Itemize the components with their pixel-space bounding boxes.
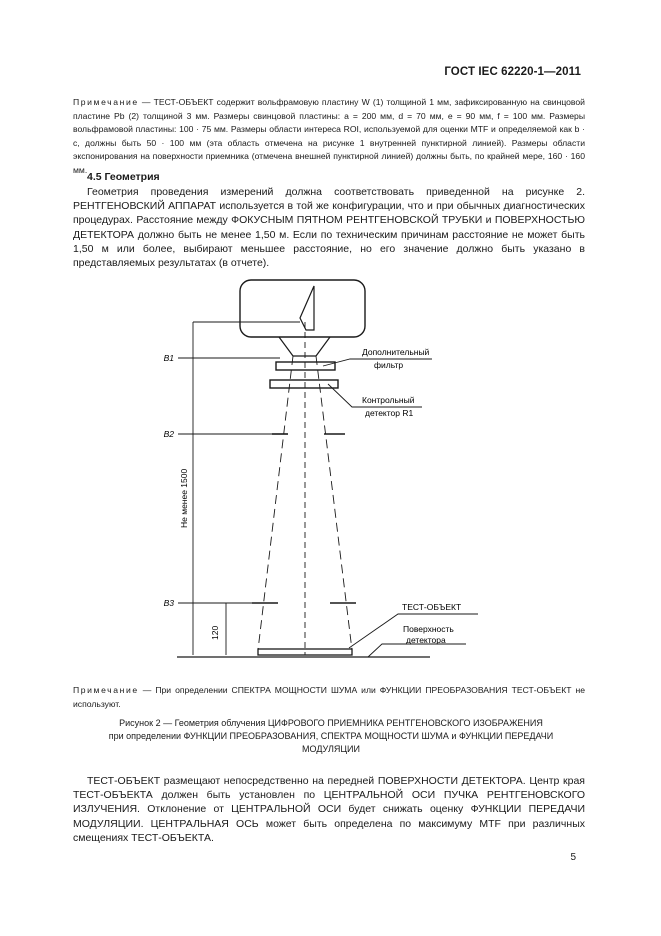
page-number: 5 (570, 852, 576, 863)
paragraph-geometry-text: Геометрия проведения измерений должна соответствовать приведенной на рисунке 2. РЕНТГЕНОВСКИЙ АППАРАТ используется в той же конфигурации, что и при обычных диагностических процедурах. Расстояние между ФОКУСНЫМ ПЯТНОМ РЕНТГЕНОВСКОЙ ТРУБКИ и ПОВЕРХНОСТЬЮ ДЕТЕКТОРА должно быть не менее 1,50 м. Если по техническим причинам расстояние не может быть 1,50 м или более, выбирают меньшее расстояние, но его значение должно быть указано в представляемых результатах (в отчете). (73, 186, 585, 270)
figure-caption (60, 717, 602, 756)
beam-edge-left (258, 356, 293, 650)
note-text: — ТЕСТ-ОБЪЕКТ содержит вольфрамовую пластину W (1) толщиной 1 мм, зафиксированную на свинцовой пластине Pb (2) толщиной 3 мм. Размеры свинцовой пластины: a = 200 мм, d = 70 мм, e = 90 мм, f = 100 мм. Размеры вольфрамовой пластины: 100 · 75 мм. Размеры области интереса ROI, используемой для оценки MTF и определяемой как b · c, должны быть 50 · 100 мм (эта область отмечена на рисунке 1 внутренней пунктирной линией). Размеры области экспонирования на поверхности приемника (отмечена внешней пунктирной линией) должны быть, по крайней мере, 160 · 160 мм. (73, 97, 585, 175)
surface-label-1: Поверхность (403, 624, 454, 634)
detector-label-1: Контрольный (362, 395, 415, 405)
surface-leader (368, 644, 466, 657)
caption-line-3: МОДУЛЯЦИИ (302, 744, 360, 754)
document-header: ГОСТ IEC 62220-1—2011 (444, 66, 581, 78)
b3-label: B3 (163, 598, 174, 608)
detector-label-2: детектор R1 (365, 408, 414, 418)
geometry-figure (0, 270, 661, 670)
b2-label: B2 (163, 429, 174, 439)
distance-label: Не менее 1500 (179, 468, 189, 528)
filter-label-1: Дополнительный (362, 347, 430, 357)
caption-line-2: при определении ФУНКЦИИ ПРЕОБРАЗОВАНИЯ, СПЕКТРА МОЩНОСТИ ШУМА и ФУНКЦИИ ПЕРЕДАЧИ (108, 731, 554, 741)
paragraph-test-object-text: ТЕСТ-ОБЪЕКТ размещают непосредственно на передней ПОВЕРХНОСТИ ДЕТЕКТОРА. Центр края ТЕСТ-ОБЪЕКТА должен быть установлен по ЦЕНТРАЛЬНОЙ ОСИ ПУЧКА РЕНТГЕНОВСКОГО ИЗЛУЧЕНИЯ. Отклонение от ЦЕНТРАЛЬНОЙ ОСИ будет снижать оценку ФУНКЦИИ ПЕРЕДАЧИ МОДУЛЯЦИИ. ЦЕНТРАЛЬНАЯ ОСЬ может быть определена по максимуму MTF при различных смещениях ТЕСТ-ОБЪЕКТА. (73, 775, 585, 844)
additional-filter (276, 362, 335, 370)
caption-line-1: Рисунок 2 — Геометрия облучения ЦИФРОВОГО ПРИЕМНИКА РЕНТГЕНОВСКОГО ИЗОБРАЖЕНИЯ (119, 718, 543, 728)
paragraph-test-object (73, 774, 585, 845)
reference-detector (270, 380, 338, 388)
filter-label-2: фильтр (374, 360, 404, 370)
beam-edge-right (316, 356, 352, 650)
surface-label-2: детектора (406, 635, 446, 645)
height-label: 120 (210, 625, 220, 640)
b1-label: B1 (163, 353, 174, 363)
xray-tube-housing (240, 280, 365, 337)
figure-note (73, 684, 585, 711)
figure-note-lead: Примечание (73, 685, 139, 695)
figure-note-text: — При определении СПЕКТРА МОЩНОСТИ ШУМА или ФУНКЦИИ ПРЕОБРАЗОВАНИЯ ТЕСТ-ОБЪЕКТ не используют. (73, 685, 585, 709)
note-test-object (73, 96, 585, 177)
anode-icon (300, 286, 314, 330)
test-object-label: ТЕСТ-ОБЪЕКТ (402, 602, 462, 612)
section-title: 4.5 Геометрия (87, 171, 160, 183)
collimator (279, 337, 330, 356)
paragraph-geometry (73, 185, 585, 270)
note-lead: Примечание (73, 97, 139, 107)
